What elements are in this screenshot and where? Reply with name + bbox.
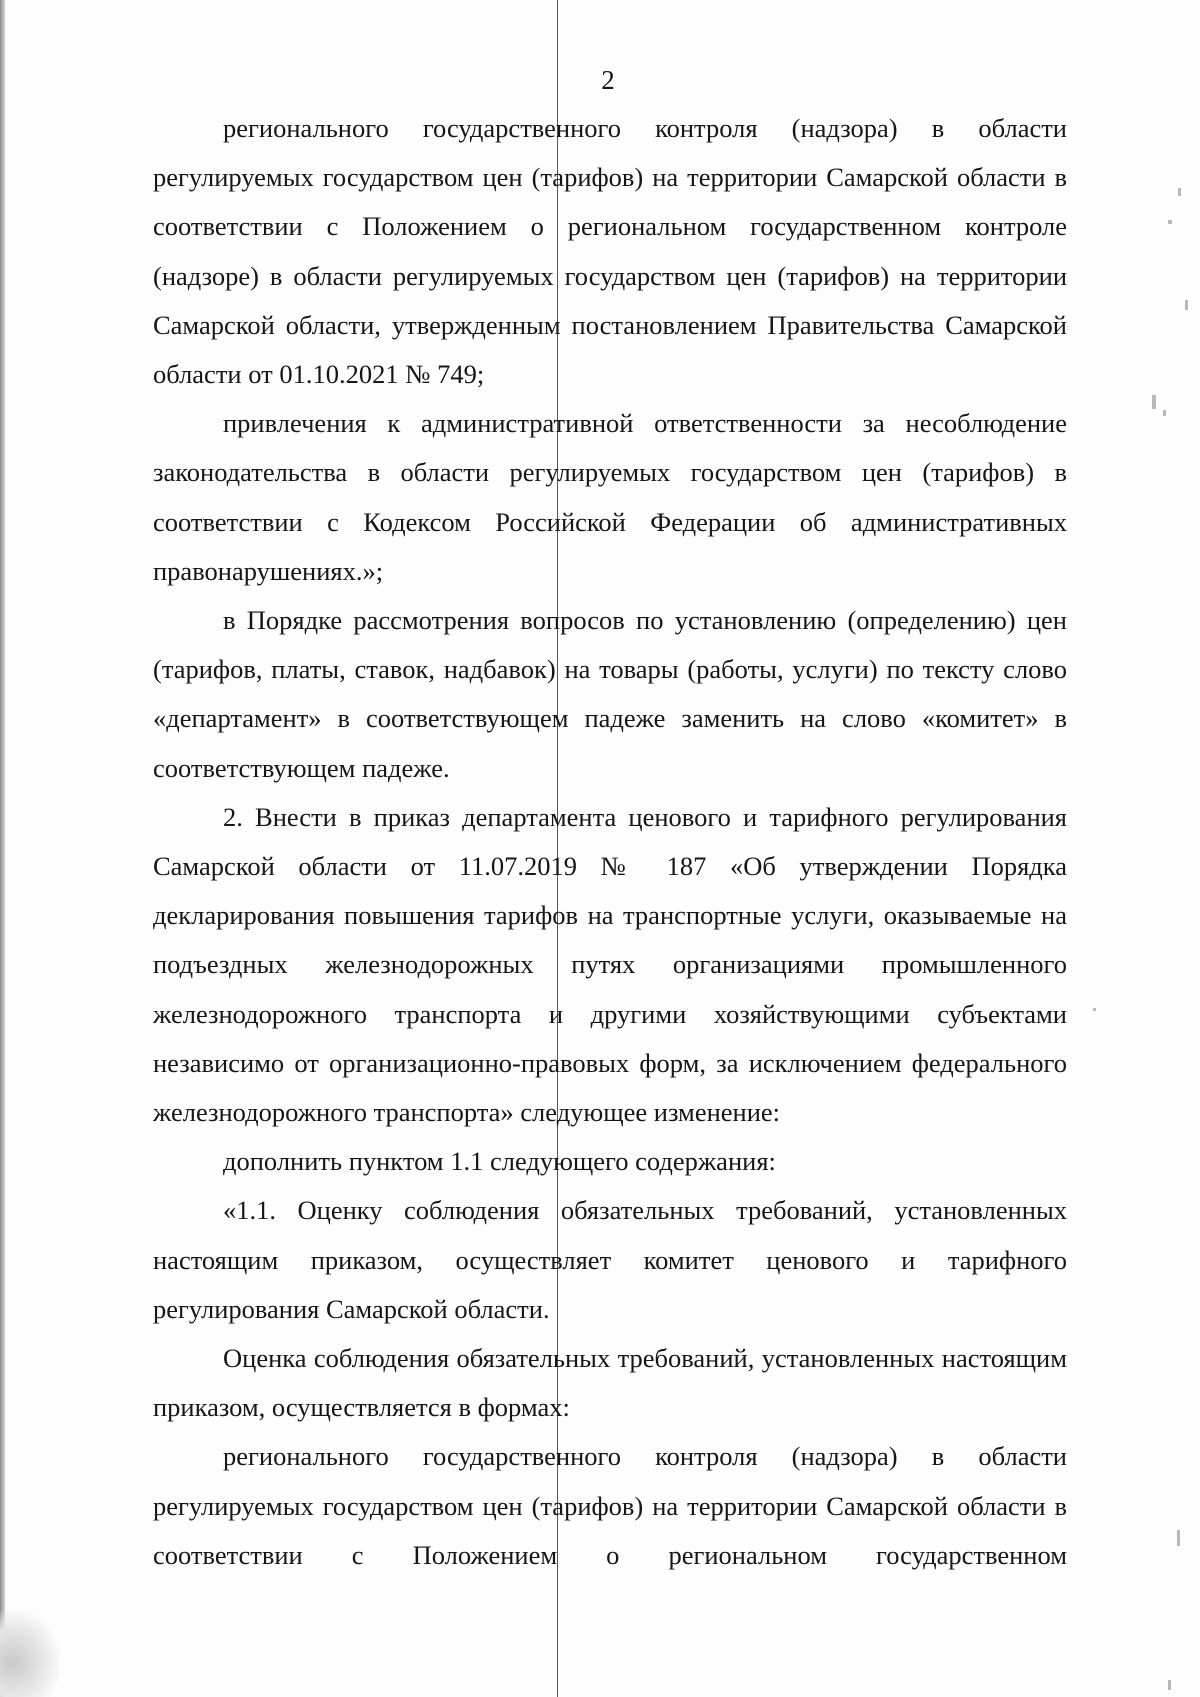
scan-speck [1152, 395, 1156, 409]
paragraph: регионального государственного контроля (надзора) в области регулируемых государством цен (тарифов) на территории Самарской области в соответствии с Положением о региональном государственном контроле (надзоре) в области регулируемых государством цен (тарифов) на территории Самарской области, утвержденным постановлением Правительства Самарской области от 01.10.2021 № 749; [153, 113, 1067, 390]
scan-smudge [0, 1610, 60, 1697]
scan-speck [1168, 1680, 1171, 1690]
scan-left-edge [0, 0, 5, 1697]
document-body [153, 104, 1067, 1580]
paragraph: Оценка соблюдения обязательных требований, установленных настоящим приказом, осуществляется в формах: [153, 1343, 1067, 1423]
paragraph: в Порядке рассмотрения вопросов по установлению (определению) цен (тарифов, платы, ставок, надбавок) на товары (работы, услуги) по тексту слово «департамент» в соответствующем падеже заменить на слово «комитет» в соответствующем падеже. [153, 605, 1067, 783]
scan-speck [1168, 220, 1172, 224]
scan-speck [1177, 1530, 1180, 1546]
scan-speck [1093, 1008, 1096, 1011]
page-number: 2 [601, 65, 615, 95]
scan-speck [1178, 188, 1181, 196]
paragraph: дополнить пунктом 1.1 следующего содержания: [223, 1146, 776, 1177]
paragraph: привлечения к административной ответственности за несоблюдение законодательства в области регулируемых государством цен (тарифов) в соответствии с Кодексом Российской Федерации об административных правонарушениях.»; [153, 408, 1067, 586]
paragraph: 2. Внести в приказ департамента ценового и тарифного регулирования Самарской области от 11.07.2019 № 187 «Об утверждении Порядка декларирования повышения тарифов на транспортные услуги, оказываемые на подъездных железнодорожных путях организациями промышленного железнодорожного транспорта и другими хозяйствующими субъектами независимо от организационно-правовых форм, за исключением федерального железнодорожного транспорта» следующее изменение: [153, 801, 1067, 1128]
paragraph: «1.1. Оценку соблюдения обязательных требований, установленных настоящим приказом, осуществляет комитет ценового и тарифного регулирования Самарской области. [153, 1195, 1067, 1324]
paragraph: регионального государственного контроля (надзора) в области регулируемых государством цен (тарифов) на территории Самарской области в соответствии с Положением о региональном государственном [153, 1441, 1067, 1570]
scan-speck [1163, 410, 1166, 416]
scan-speck [1185, 300, 1188, 310]
